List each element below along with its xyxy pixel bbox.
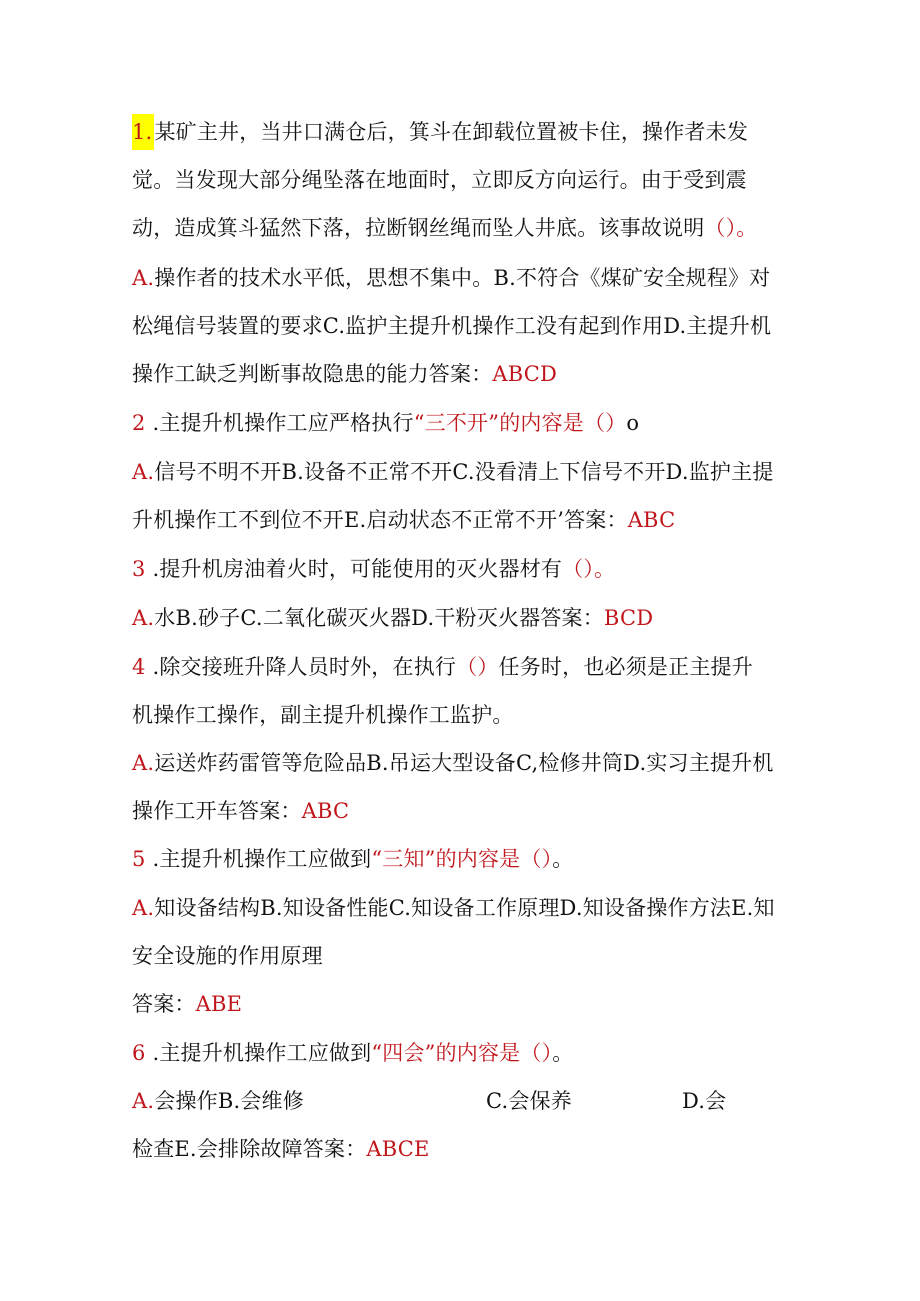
- q5-answer-line: [132, 989, 792, 1019]
- q6-quoted: “四会”的内容是（）: [371, 1041, 553, 1065]
- q2-number: 2: [132, 411, 146, 435]
- q6-option-a-label: A.: [132, 1089, 155, 1113]
- q5-options-text-1: 知设备结构B.知设备性能C.知设备工作原理D.知设备操作方法E.知: [154, 896, 775, 920]
- q4-number: 4: [132, 655, 146, 679]
- q1-line-2: [132, 165, 792, 195]
- q6-options-2: [132, 1134, 792, 1164]
- q2-answer: ABC: [627, 508, 676, 532]
- q1-options-3: [132, 359, 792, 389]
- q5-answer: ABE: [195, 992, 243, 1016]
- q6-tail: 。: [552, 1041, 574, 1065]
- q2-line-1: [132, 408, 792, 438]
- q6-option-c: C.会保养: [485, 1089, 572, 1113]
- q3-stem: .提升机房油着火时，可能使用的灭火器材有: [145, 557, 563, 581]
- q5-quoted: “三知”的内容是（）: [371, 847, 553, 871]
- q6-number: 6: [132, 1041, 146, 1065]
- q3-options-text-1: 水B.砂子C.二氧化碳灭火器D.干粉灭火器答案：: [154, 606, 604, 630]
- q5-tail: 。: [552, 847, 574, 871]
- q4-options-text-2: 操作工开车答案：: [132, 799, 302, 823]
- q1-stem-3: 动，造成箕斗猛然下落，拉断钢丝绳而坠人井底。该事故说明: [132, 216, 705, 240]
- q5-options-text-2: 安全设施的作用原理: [132, 944, 323, 968]
- q1-option-a-label: A.: [132, 266, 155, 290]
- q4-stem-after: 任务时，也必须是正主提升: [498, 655, 753, 679]
- q5-answer-label: 答案：: [132, 992, 196, 1016]
- q6-option-d: D.会: [681, 1089, 727, 1113]
- q6-stem: .主提升机操作工应做到: [145, 1041, 372, 1065]
- q2-options-text-1: 信号不明不开B.设备不正常不开C.没看清上下信号不开D.监护主提: [154, 460, 774, 484]
- q2-options-text-2: 升机操作工不到位不开E.启动状态不正常不开’答案：: [132, 508, 628, 532]
- q2-options-1: [132, 457, 792, 487]
- q2-stem: .主提升机操作工应严格执行: [145, 411, 414, 435]
- q1-options-text-3: 操作工缺乏判断事故隐患的能力答案：: [132, 362, 493, 386]
- q3-line-1: [132, 554, 792, 584]
- q2-tail: o: [626, 411, 640, 435]
- q1-options-text-1: 操作者的技术水平低，思想不集中。B.不符合《煤矿安全规程》对: [154, 266, 771, 290]
- q2-option-a-label: A.: [132, 460, 155, 484]
- q1-line-1: [132, 117, 792, 147]
- q5-number: 5: [132, 847, 146, 871]
- q4-option-a-label: A.: [132, 751, 155, 775]
- q1-options-text-2: 松绳信号装置的要求C.监护主提升机操作工没有起到作用D.主提升机: [132, 314, 772, 338]
- q1-stem-2: 觉。当发现大部分绳坠落在地面时，立即反方向运行。由于受到震: [132, 168, 747, 192]
- q1-options-2: [132, 311, 792, 341]
- q3-number: 3: [132, 557, 146, 581]
- q6-options-1: [132, 1086, 792, 1116]
- q1-number: 1.: [132, 114, 154, 150]
- q3-options-1: [132, 603, 792, 633]
- q6-option-ab: 会操作B.会维修: [154, 1089, 304, 1113]
- q4-options-text-1: 运送炸药雷管等危险品B.吊运大型设备C,检修井筒D.实习主提升机: [154, 751, 774, 775]
- q3-blank: （）。: [562, 557, 616, 581]
- q1-stem-1: 某矿主井，当井口满仓后，箕斗在卸载位置被卡住，操作者未发: [154, 120, 749, 144]
- q4-stem-before: .除交接班升降人员时外，在执行: [145, 655, 457, 679]
- q3-answer: BCD: [603, 606, 654, 630]
- q1-options-1: [132, 263, 792, 293]
- q4-options-1: [132, 748, 792, 778]
- q1-line-3: [132, 213, 792, 243]
- q6-line-1: [132, 1038, 792, 1068]
- q4-stem-line2: 机操作工操作，副主提升机操作工监护。: [132, 703, 514, 727]
- q5-options-2: [132, 941, 792, 971]
- q4-answer: ABC: [301, 799, 350, 823]
- q6-answer: ABCE: [366, 1137, 430, 1161]
- q5-line-1: [132, 844, 792, 874]
- q5-stem: .主提升机操作工应做到: [145, 847, 372, 871]
- q2-quoted: “三不开”的内容是（）: [413, 411, 627, 435]
- q4-options-2: [132, 796, 792, 826]
- q2-options-2: [132, 505, 792, 535]
- q1-answer: ABCD: [492, 362, 558, 386]
- q4-line-2: [132, 700, 792, 730]
- q4-blank: （）: [456, 655, 499, 679]
- q6-option-line2: 检查E.会排除故障答案：: [132, 1137, 367, 1161]
- q3-option-a-label: A.: [132, 606, 155, 630]
- q4-line-1: [132, 652, 792, 682]
- q1-blank: （）。: [704, 216, 758, 240]
- q5-option-a-label: A.: [132, 896, 155, 920]
- q5-options-1: [132, 893, 792, 923]
